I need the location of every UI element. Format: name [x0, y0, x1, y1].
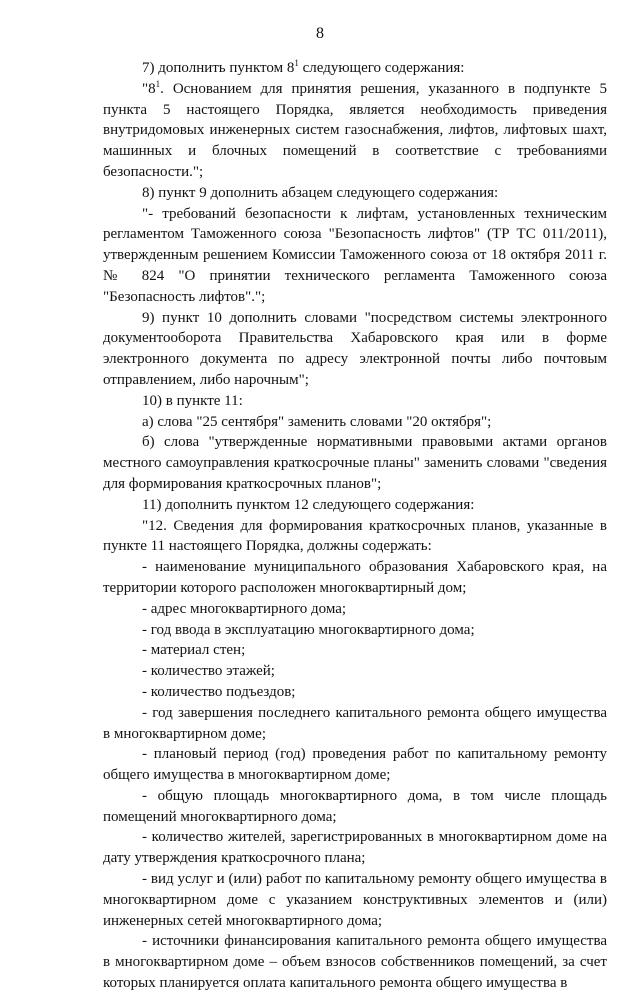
list-item-work-types: - вид услуг и (или) работ по капитальному ремонту общего имущества в многоквартирном доме с указанием конструктивных элементов и (или) инженерных сетей многоквартирного дома;: [103, 871, 607, 929]
superscript: 1: [294, 58, 299, 68]
paragraph-text-continued: . Основанием для принятия решения, указанного в подпункте 5 пункта 5 настоящего Порядка, является необходимость приведения внутридомовых инженерных систем газоснабжения, лифтов, лифтовых шахт, машинных и блочных помещений в соответствие с требованиями безопасности.";: [103, 80, 607, 180]
list-item-total-area: - общую площадь многоквартирного дома, в том числе площадь помещений многоквартирного дома;: [103, 787, 607, 825]
list-item-municipality: - наименование муниципального образования Хабаровского края, на территории которого расположен многоквартирный дом;: [103, 559, 607, 596]
paragraph-item-10: 10) в пункте 11:: [142, 392, 243, 409]
paragraph-item-11: 11) дополнить пунктом 12 следующего содержания:: [142, 496, 475, 513]
list-item-funding-sources: - источники финансирования капитального ремонта общего имущества в многоквартирном доме – объем взносов собственников помещений, за счет которых планируется оплата капитального ремонта общего имущества в: [103, 933, 607, 992]
document-body: [103, 58, 607, 994]
list-item-commissioning-year: - год ввода в эксплуатацию многоквартирного дома;: [142, 621, 475, 638]
paragraph-item-8: 8) пункт 9 дополнить абзацем следующего содержания:: [142, 184, 499, 201]
superscript: 1: [155, 78, 161, 89]
subitem-b: б) слова "утвержденные нормативными правовыми актами органов местного самоуправления краткосрочные планы" заменить словами "сведения для формирования краткосрочных планов";: [103, 434, 607, 492]
list-item-address: - адрес многоквартирного дома;: [142, 600, 347, 617]
quoted-clause-8-1: [103, 79, 607, 183]
paragraph-item-7: [103, 58, 607, 79]
paragraph-item-9: 9) пункт 10 дополнить словами "посредством системы электронного документооборота Правительства Хабаровского края или в форме электронного документа по адресу электронной почты либо почтовым отправлением, либо нарочным";: [103, 309, 607, 388]
paragraph-text-continued: следующего содержания:: [298, 60, 465, 76]
quoted-clause-12: "12. Сведения для формирования краткосрочных планов, указанные в пункте 11 настоящего Порядка, должны содержать:: [103, 517, 607, 555]
list-item-entrances: - количество подъездов;: [142, 683, 296, 700]
list-item-floors: - количество этажей;: [142, 663, 275, 680]
paragraph-text: 7) дополнить пунктом 8: [142, 60, 295, 76]
page-number: 8: [316, 25, 324, 42]
list-item-last-repair-year: - год завершения последнего капитального ремонта общего имущества в многоквартирном доме;: [103, 704, 607, 742]
list-item-residents: - количество жителей, зарегистрированных в многоквартирном доме на дату утверждения краткосрочного плана;: [103, 829, 607, 867]
quoted-lift-safety-requirement: "- требований безопасности к лифтам, установленных техническим регламентом Таможенного союза "Безопасность лифтов" (ТР ТС 011/2011), утвержденным решением Комиссии Таможенного союза от 18 октября 2011 г. № 824 "О принятии технического регламента Таможенного союза "Безопасность лифтов".";: [103, 205, 607, 305]
subitem-a: а) слова "25 сентября" заменить словами "20 октября";: [142, 413, 492, 430]
list-item-wall-material: - материал стен;: [142, 642, 246, 659]
list-item-planned-period: - плановый период (год) проведения работ по капитальному ремонту общего имущества в многоквартирном доме;: [103, 746, 607, 784]
paragraph-text: "8: [142, 80, 156, 97]
